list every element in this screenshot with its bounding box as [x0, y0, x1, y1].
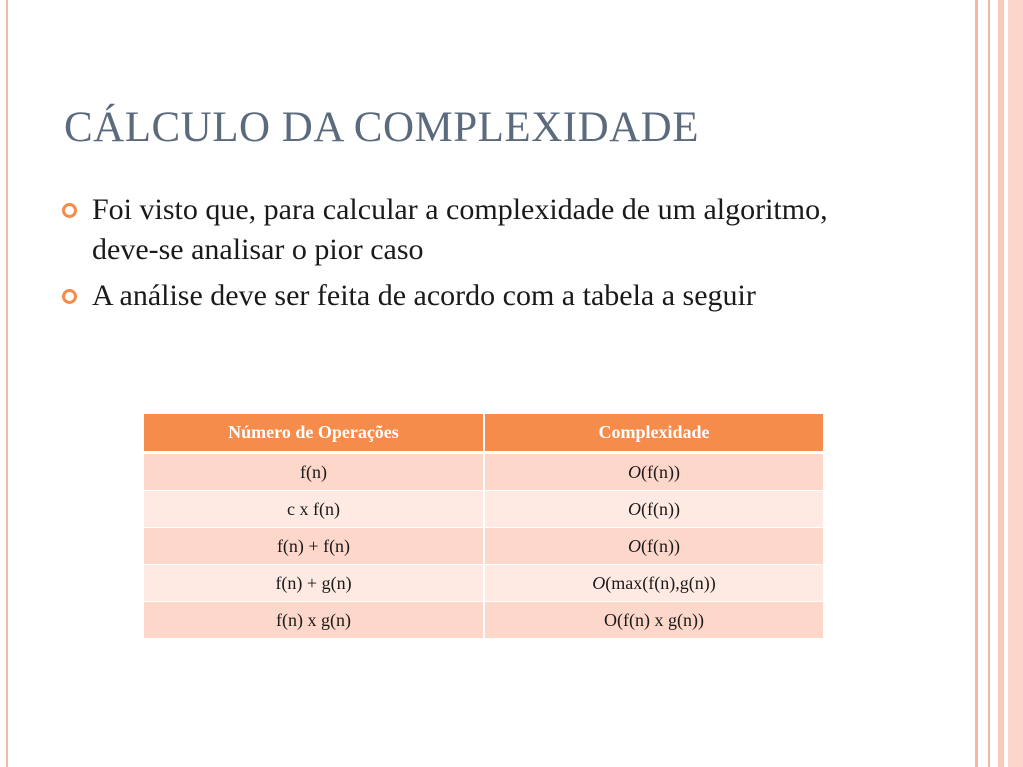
circle-bullet-icon: [62, 289, 77, 304]
big-o-symbol: O: [628, 498, 641, 519]
bullet-list: [62, 190, 892, 322]
left-decor-line: [6, 0, 8, 767]
table-row: [144, 453, 824, 491]
table-row: [144, 528, 824, 565]
bullet-item: [62, 276, 892, 316]
cell-complexity: [484, 528, 824, 565]
cell-complexity: [484, 602, 824, 639]
table-row: [144, 491, 824, 528]
complexity-text: O(f(n) x g(n)): [604, 609, 704, 630]
decor-stripe: [975, 0, 978, 767]
big-o-symbol: O: [628, 535, 641, 556]
decor-stripe: [998, 0, 1004, 767]
header-operations: Número de Operações: [144, 414, 484, 453]
cell-operations: c x f(n): [144, 491, 484, 528]
cell-operations: f(n) x g(n): [144, 602, 484, 639]
cell-complexity: [484, 453, 824, 491]
bullet-item: [62, 190, 892, 270]
bullet-text: A análise deve ser feita de acordo com a tabela a seguir: [92, 279, 756, 312]
cell-complexity: [484, 491, 824, 528]
cell-operations: f(n): [144, 453, 484, 491]
complexity-text: (max(f(n),g(n)): [605, 572, 716, 593]
big-o-symbol: O: [628, 461, 641, 482]
complexity-text: (f(n)): [641, 535, 680, 556]
cell-operations: f(n) + g(n): [144, 565, 484, 602]
table-row: [144, 565, 824, 602]
table-row: [144, 602, 824, 639]
table-header-row: [144, 414, 824, 453]
complexity-text: (f(n)): [641, 461, 680, 482]
circle-bullet-icon: [62, 203, 77, 218]
decor-stripe: [1008, 0, 1023, 767]
decor-stripe: [988, 0, 990, 767]
big-o-symbol: O: [592, 572, 606, 593]
complexity-table: [144, 414, 825, 639]
cell-operations: f(n) + f(n): [144, 528, 484, 565]
bullet-text: Foi visto que, para calcular a complexidade de um algoritmo, deve-se analisar o pior caso: [92, 193, 828, 266]
slide-title: CÁLCULO DA COMPLEXIDADE: [64, 104, 699, 151]
complexity-text: (f(n)): [641, 498, 680, 519]
header-complexity: Complexidade: [484, 414, 824, 453]
right-decor-stripes: [975, 0, 1023, 767]
cell-complexity: [484, 565, 824, 602]
